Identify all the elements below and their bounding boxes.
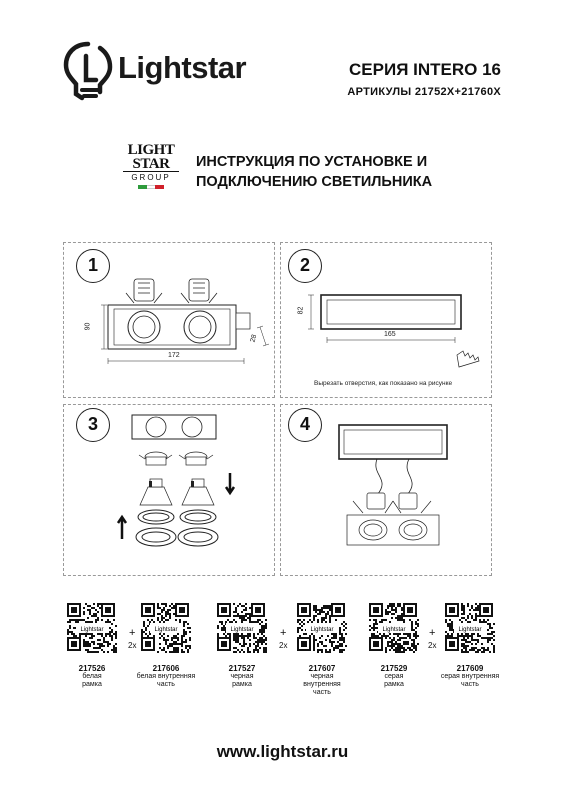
qr-item-217526[interactable] (62, 603, 122, 689)
instruction-title-line1: ИНСТРУКЦИЯ ПО УСТАНОВКЕ И (196, 154, 428, 170)
qr-item-desc-line1: белая внутренняя (136, 673, 196, 680)
qr-brand-label: Lightstar (310, 627, 334, 633)
step-1-panel (63, 242, 275, 398)
qr-item-code: 217607 (308, 664, 336, 673)
qr-brand-label: Lightstar (80, 627, 104, 633)
light-star-group-mark (123, 143, 179, 201)
website-link[interactable]: www.lightstar.ru (216, 742, 349, 761)
step-1-number: 1 (76, 249, 110, 283)
qr-code-icon (67, 603, 117, 653)
multiplier-label: 2x (428, 641, 437, 650)
plus-sign: + (429, 627, 436, 639)
italian-flag-icon (138, 185, 164, 189)
step-3-number: 3 (76, 408, 110, 442)
qr-item-code: 217526 (78, 664, 106, 673)
step-1-width-dim: 172 (168, 352, 180, 359)
qr-item-desc-line2: часть (461, 681, 479, 688)
plus-sign: + (280, 627, 287, 639)
qr-code-icon (297, 603, 347, 653)
qr-code-icon (217, 603, 267, 653)
brand-line3: GROUP (131, 173, 171, 182)
qr-item-desc-line2: часть (313, 689, 331, 696)
qr-item-217609[interactable] (440, 603, 500, 689)
qr-item-code: 217609 (456, 664, 484, 673)
qr-item-desc-line2: рамка (82, 681, 102, 688)
qr-brand-label: Lightstar (230, 627, 254, 633)
step-1-height-dim: 90 (84, 322, 92, 331)
qr-item-desc-line1: серая внутренняя (440, 673, 500, 680)
qr-brand-label: Lightstar (382, 627, 406, 633)
qr-item-desc-line1: черная внутренняя (303, 673, 341, 688)
instruction-title (196, 152, 432, 192)
step-2-width-dim: 165 (384, 331, 396, 338)
qr-item-desc-line1: черная (230, 673, 254, 680)
fixture-top-view-illustration (64, 243, 276, 399)
cutout-illustration (281, 243, 493, 399)
qr-item-code: 217529 (380, 664, 408, 673)
article-numbers: АРТИКУЛЫ 21752X+21760X (347, 86, 501, 98)
qr-item-desc-line2: рамка (232, 681, 252, 688)
step-3-panel (63, 404, 275, 576)
brand-line1: LIGHT (127, 142, 175, 158)
qr-code-icon (445, 603, 495, 653)
qr-item-desc-line2: часть (157, 681, 175, 688)
step-2-number: 2 (288, 249, 322, 283)
brand-line2: STAR (123, 157, 179, 172)
step-2-height-dim: 82 (297, 306, 305, 315)
multiplier-label: 2x (279, 641, 288, 650)
arrow-down-icon (226, 473, 234, 493)
qr-item-code: 217606 (152, 664, 180, 673)
instruction-title-line2: ПОДКЛЮЧЕНИЮ СВЕТИЛЬНИКА (196, 174, 433, 190)
step-2-panel (280, 242, 492, 398)
step-4-panel (280, 404, 492, 576)
qr-item-desc-line1: серая (384, 673, 404, 680)
step-4-number: 4 (288, 408, 322, 442)
assembly-exploded-illustration (64, 405, 276, 577)
ceiling-install-illustration (281, 405, 493, 577)
qr-item-217607[interactable] (292, 603, 352, 697)
qr-item-217527[interactable] (212, 603, 272, 689)
qr-item-desc-line1: белая (82, 673, 102, 680)
step-1-depth-dim: 28 (249, 333, 259, 344)
saw-icon (457, 351, 479, 367)
plus-sign: + (129, 627, 136, 639)
qr-item-217529[interactable] (364, 603, 424, 689)
qr-code-icon (141, 603, 191, 653)
series-title: СЕРИЯ INTERO 16 (349, 60, 501, 79)
qr-brand-label: Lightstar (154, 627, 178, 633)
qr-item-217606[interactable] (136, 603, 196, 689)
qr-brand-label: Lightstar (458, 627, 482, 633)
lightstar-bulb-logo-icon (62, 40, 114, 102)
arrow-up-icon (118, 517, 126, 539)
qr-code-icon (369, 603, 419, 653)
logo-text: Lightstar (118, 50, 247, 85)
qr-item-desc-line2: рамка (384, 681, 404, 688)
qr-item-code: 217527 (228, 664, 256, 673)
multiplier-label: 2x (128, 641, 137, 650)
step-2-note: Вырезать отверстия, как показано на рисунке (314, 380, 453, 387)
